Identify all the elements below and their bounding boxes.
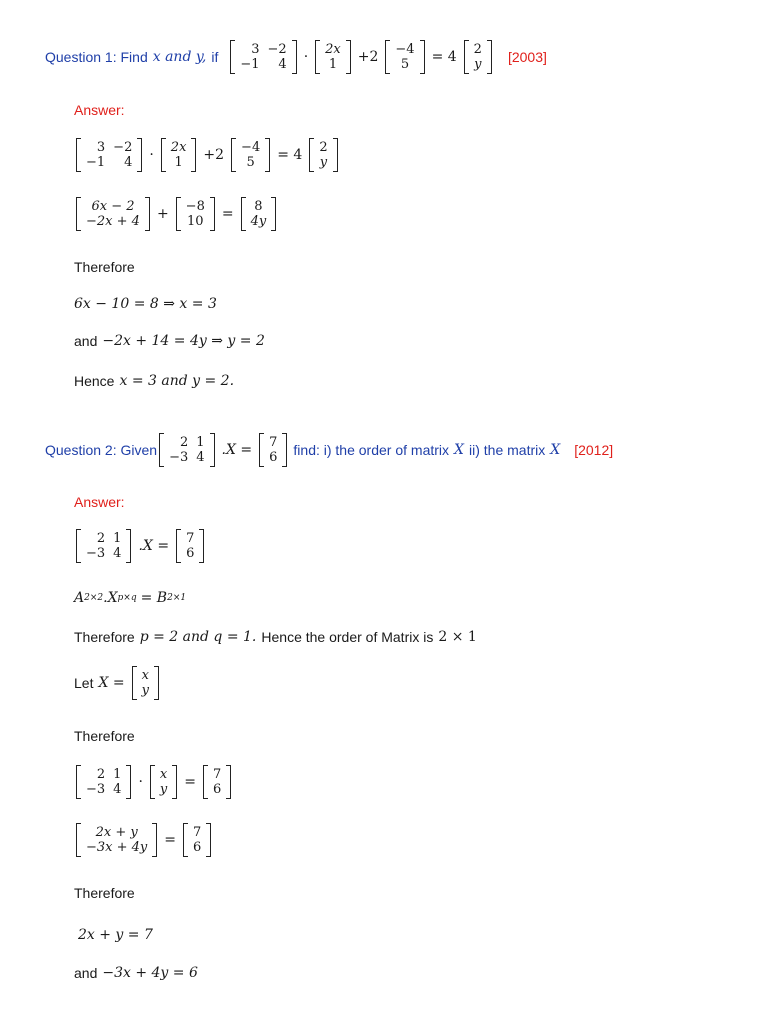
q2-therefore-2: Therefore (74, 885, 135, 901)
q1-vars: x and y, (152, 49, 207, 65)
q2-matrix-b: 7 6 (259, 433, 287, 467)
q2-order-line: Therefore p = 2 and q = 1. Hence the order of Matrix is 2 × 1 (74, 629, 477, 645)
q2-product: 2 1 −3 4 · x y = 7 6 (74, 765, 233, 799)
q2-label: Question 2: Given (45, 442, 158, 458)
q2-let-line: Let X = x y (74, 666, 161, 700)
q2-answer-label: Answer: (74, 494, 125, 510)
q2-matrix-a: 2 1 −3 4 (159, 433, 214, 467)
q1-answer-label: Answer: (74, 102, 125, 118)
q1-header: Question 1: Find x and y, if 3 −2 −1 4 · 2x 1 +2 −4 5 = 4 2 y [2003] (45, 42, 547, 72)
q2-equation: 2 1 −3 4 .X = 7 6 (74, 529, 206, 563)
q2-header: Question 2: Given 2 1 −3 4 .X = 7 6 find: i) the order of matrix X ii) the matrix X [2012] (45, 435, 614, 465)
q2-expanded: 2x + y −3x + 4y = 7 6 (74, 823, 213, 857)
q1-matrix-b: 2x 1 (315, 40, 351, 74)
q1-if: if (211, 49, 219, 65)
q1-matrix-g: 8 4y (241, 197, 277, 231)
q1-matrix-c: −4 5 (385, 40, 424, 74)
q1-hence-line: Hence x = 3 and y = 2. (74, 373, 235, 389)
q1-label: Question 1: Find (45, 49, 148, 65)
q1-equation: 3 −2 −1 4 · 2x 1 +2 −4 5 = 4 2 y (74, 138, 340, 172)
q2-year: [2012] (574, 442, 614, 458)
q1-step2-line: and −2x + 14 = 4y ⇒ y = 2 (74, 333, 265, 349)
q1-matrix-a: 3 −2 −1 4 (230, 40, 296, 74)
q1-matrix-f: −8 10 (176, 197, 215, 231)
q1-expanded: 6x − 2 −2x + 4 + −8 10 = 8 4y (74, 197, 278, 231)
q2-therefore-1: Therefore (74, 728, 135, 744)
q1-year: [2003] (507, 49, 547, 65)
q2-order-equation: A 2×2 .X p×q = B 2×1 (74, 590, 187, 606)
q2-eq1: 2x + y = 7 (78, 927, 153, 943)
q1-step1: 6x − 10 = 8 ⇒ x = 3 (74, 296, 217, 312)
q1-matrix-e: 6x − 2 −2x + 4 (76, 197, 150, 231)
q2-eq2-line: and −3x + 4y = 6 (74, 965, 198, 981)
q1-therefore: Therefore (74, 259, 135, 275)
q1-matrix-d: 2 y (464, 40, 492, 74)
